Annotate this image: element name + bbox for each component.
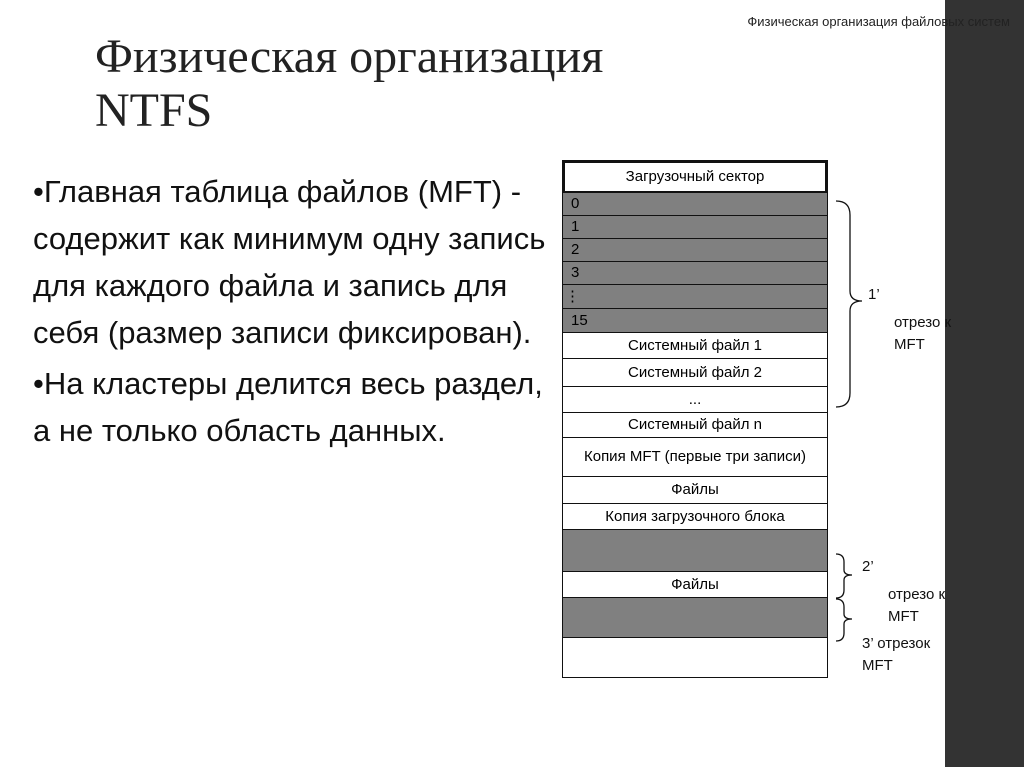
title-line-2: NTFS	[95, 84, 213, 137]
system-file: Системный файл n	[562, 412, 828, 438]
brace-icon	[832, 597, 862, 645]
segment-1-label: 1’	[868, 286, 880, 303]
bullet: •Главная таблица файлов (MFT) - содержит как минимум одну запись для каждого файла и запись для себя (размер записи фиксирован).	[33, 174, 546, 350]
boot-copy: Копия загрузочного блока	[562, 503, 828, 530]
mft-record: 1	[562, 215, 828, 239]
bullet-list	[33, 168, 553, 458]
boot-sector: Загрузочный сектор	[562, 160, 828, 194]
system-file: Системный файл 2	[562, 358, 828, 387]
title-line-1: Физическая организация	[95, 30, 604, 83]
brace-icon	[832, 552, 862, 602]
mft-record: 3	[562, 261, 828, 285]
mft-record: 15	[562, 308, 828, 333]
segment-2-label: 2’	[862, 558, 874, 575]
slide-title	[95, 30, 603, 138]
system-file: Системный файл 1	[562, 332, 828, 359]
header-note: Физическая организация файловых систем	[747, 14, 1010, 29]
bullet: •На кластеры делится весь раздел, а не только область данных.	[33, 366, 543, 448]
files: Файлы	[562, 476, 828, 504]
mft-record: ⋮	[562, 284, 828, 309]
mft-copy: Копия MFT (первые три записи)	[562, 437, 828, 477]
ellipsis-row: ...	[562, 386, 828, 413]
segment-3-label: 3’ отрезок MFT	[862, 635, 931, 674]
mft-record: 0	[562, 192, 828, 216]
brace-icon	[832, 195, 872, 415]
mft-record: 2	[562, 238, 828, 262]
segment-1-desc: отрезо к MFT	[894, 314, 952, 353]
free-space	[562, 637, 828, 678]
segment-2-desc: отрезо к MFT	[888, 586, 946, 625]
mft-segment-3	[562, 597, 828, 638]
mft-segment-2	[562, 529, 828, 572]
files: Файлы	[562, 571, 828, 598]
